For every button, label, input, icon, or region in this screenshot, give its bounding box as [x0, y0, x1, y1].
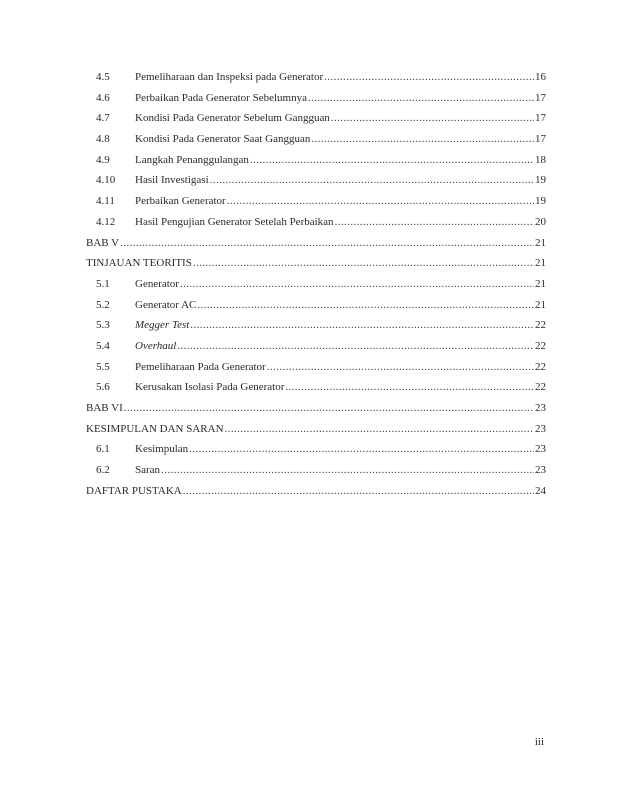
toc-entry-title: Generator — [135, 277, 179, 290]
toc-entry-page: 22 — [535, 339, 546, 352]
toc-entry-title: Hasil Investigasi — [135, 174, 209, 187]
toc-entry-title: Langkah Penanggulangan — [135, 153, 249, 166]
toc-entry-number: 4.12 — [96, 215, 116, 228]
toc-entry-5-4[interactable] — [86, 336, 546, 357]
toc-entry-number: 5.1 — [96, 277, 110, 290]
dot-leader — [190, 315, 534, 336]
toc-entry-page: 21 — [535, 277, 546, 290]
toc-entry-title: Overhaul — [135, 339, 177, 352]
toc-entry-page: 16 — [535, 71, 546, 83]
toc-entry-number: 4.7 — [96, 112, 110, 125]
toc-entry-number: 4.5 — [96, 71, 110, 83]
dot-leader — [124, 398, 534, 419]
dot-leader — [177, 336, 534, 357]
dot-leader — [331, 108, 534, 129]
toc-entry-4-6[interactable] — [86, 88, 546, 109]
dot-leader — [324, 67, 534, 88]
toc-entry-title: Pemeliharaan Pada Generator — [135, 360, 266, 373]
toc-entry-number: 4.9 — [96, 153, 110, 166]
dot-leader — [267, 357, 534, 378]
toc-entry-number: 5.6 — [96, 381, 110, 394]
toc-entry-4-11[interactable] — [86, 191, 546, 212]
toc-chapter-title: BAB VI — [86, 402, 123, 414]
toc-entry-number: 4.11 — [96, 195, 115, 208]
toc-entry-title: Megger Test — [135, 319, 190, 332]
toc-entry-title: Perbaikan Pada Generator Sebelumnya — [135, 91, 307, 104]
dot-leader — [120, 233, 534, 254]
table-of-contents — [86, 67, 546, 501]
toc-entry-4-8[interactable] — [86, 129, 546, 150]
toc-entry-4-9[interactable] — [86, 150, 546, 171]
dot-leader — [225, 419, 534, 440]
toc-entry-page: 24 — [535, 484, 546, 497]
toc-entry-page: 19 — [535, 174, 546, 187]
dot-leader — [183, 481, 534, 502]
toc-entry-6-2[interactable] — [86, 460, 546, 481]
toc-entry-5-6[interactable] — [86, 377, 546, 398]
toc-entry-page: 17 — [535, 133, 546, 146]
toc-entry-number: 5.5 — [96, 360, 110, 373]
toc-entry-title: Kondisi Pada Generator Saat Gangguan — [135, 133, 311, 146]
toc-entry-page: 17 — [535, 112, 546, 125]
toc-entry-page: 22 — [535, 319, 546, 332]
toc-entry-bab-v[interactable] — [86, 233, 546, 254]
toc-entry-number: 4.10 — [96, 174, 116, 187]
toc-entry-kesimpulan-dan-saran[interactable] — [86, 419, 546, 440]
toc-entry-number: 6.2 — [96, 464, 110, 477]
toc-entry-number: 5.3 — [96, 319, 110, 332]
toc-entry-page: 21 — [535, 298, 546, 311]
toc-entry-title: Kondisi Pada Generator Sebelum Gangguan — [135, 112, 330, 125]
toc-entry-title: Saran — [135, 464, 161, 477]
dot-leader — [285, 377, 534, 398]
dot-leader — [180, 274, 534, 295]
toc-entry-title: Generator AC — [135, 298, 197, 311]
toc-entry-title: Pemeliharaan dan Inspeksi pada Generator — [135, 71, 324, 83]
toc-entry-page: 23 — [535, 402, 546, 414]
dot-leader — [227, 191, 534, 212]
toc-chapter-title: KESIMPULAN DAN SARAN — [86, 422, 224, 435]
dot-leader — [189, 439, 534, 460]
toc-entry-title: Hasil Pengujian Generator Setelah Perbaikan — [135, 215, 334, 228]
toc-entry-5-2[interactable] — [86, 295, 546, 316]
toc-entry-title: Perbaikan Generator — [135, 195, 226, 208]
toc-entry-page: 23 — [535, 443, 546, 456]
toc-entry-page: 23 — [535, 422, 546, 435]
toc-chapter-title: BAB V — [86, 236, 120, 249]
toc-entry-title: Kerusakan Isolasi Pada Generator — [135, 381, 285, 394]
page-number: iii — [534, 736, 544, 748]
toc-entry-daftar-pustaka[interactable] — [86, 481, 546, 502]
toc-entry-number: 5.2 — [96, 298, 110, 311]
toc-entry-page: 21 — [535, 236, 546, 249]
toc-entry-bab-vi[interactable] — [86, 398, 546, 419]
toc-entry-4-5[interactable] — [86, 67, 546, 88]
dot-leader — [335, 212, 534, 233]
toc-entry-4-12[interactable] — [86, 212, 546, 233]
toc-chapter-title: TINJAUAN TEORITIS — [86, 257, 192, 270]
toc-entry-page: 17 — [535, 91, 546, 104]
toc-entry-4-10[interactable] — [86, 170, 546, 191]
toc-chapter-title: DAFTAR PUSTAKA — [86, 484, 182, 497]
toc-entry-page: 19 — [535, 195, 546, 208]
toc-entry-page: 21 — [535, 257, 546, 270]
toc-entry-page: 22 — [535, 381, 546, 394]
toc-entry-5-5[interactable] — [86, 357, 546, 378]
toc-entry-number: 4.6 — [96, 91, 110, 104]
toc-entry-number: 4.8 — [96, 133, 110, 146]
toc-entry-number: 6.1 — [96, 443, 110, 456]
toc-entry-page: 22 — [535, 360, 546, 373]
dot-leader — [193, 253, 534, 274]
toc-entry-6-1[interactable] — [86, 439, 546, 460]
dot-leader — [311, 129, 534, 150]
dot-leader — [308, 88, 534, 109]
dot-leader — [250, 150, 534, 171]
toc-entry-page: 23 — [535, 464, 546, 477]
toc-entry-number: 5.4 — [96, 339, 110, 352]
toc-entry-5-3[interactable] — [86, 315, 546, 336]
dot-leader — [197, 295, 534, 316]
dot-leader — [210, 170, 534, 191]
dot-leader — [161, 460, 534, 481]
toc-entry-5-1[interactable] — [86, 274, 546, 295]
toc-entry-page: 18 — [535, 153, 546, 166]
toc-entry-page: 20 — [535, 215, 546, 228]
toc-entry-title: Kesimpulan — [135, 443, 189, 456]
toc-entry-4-7[interactable] — [86, 108, 546, 129]
toc-entry-tinjauan-teoritis[interactable] — [86, 253, 546, 274]
